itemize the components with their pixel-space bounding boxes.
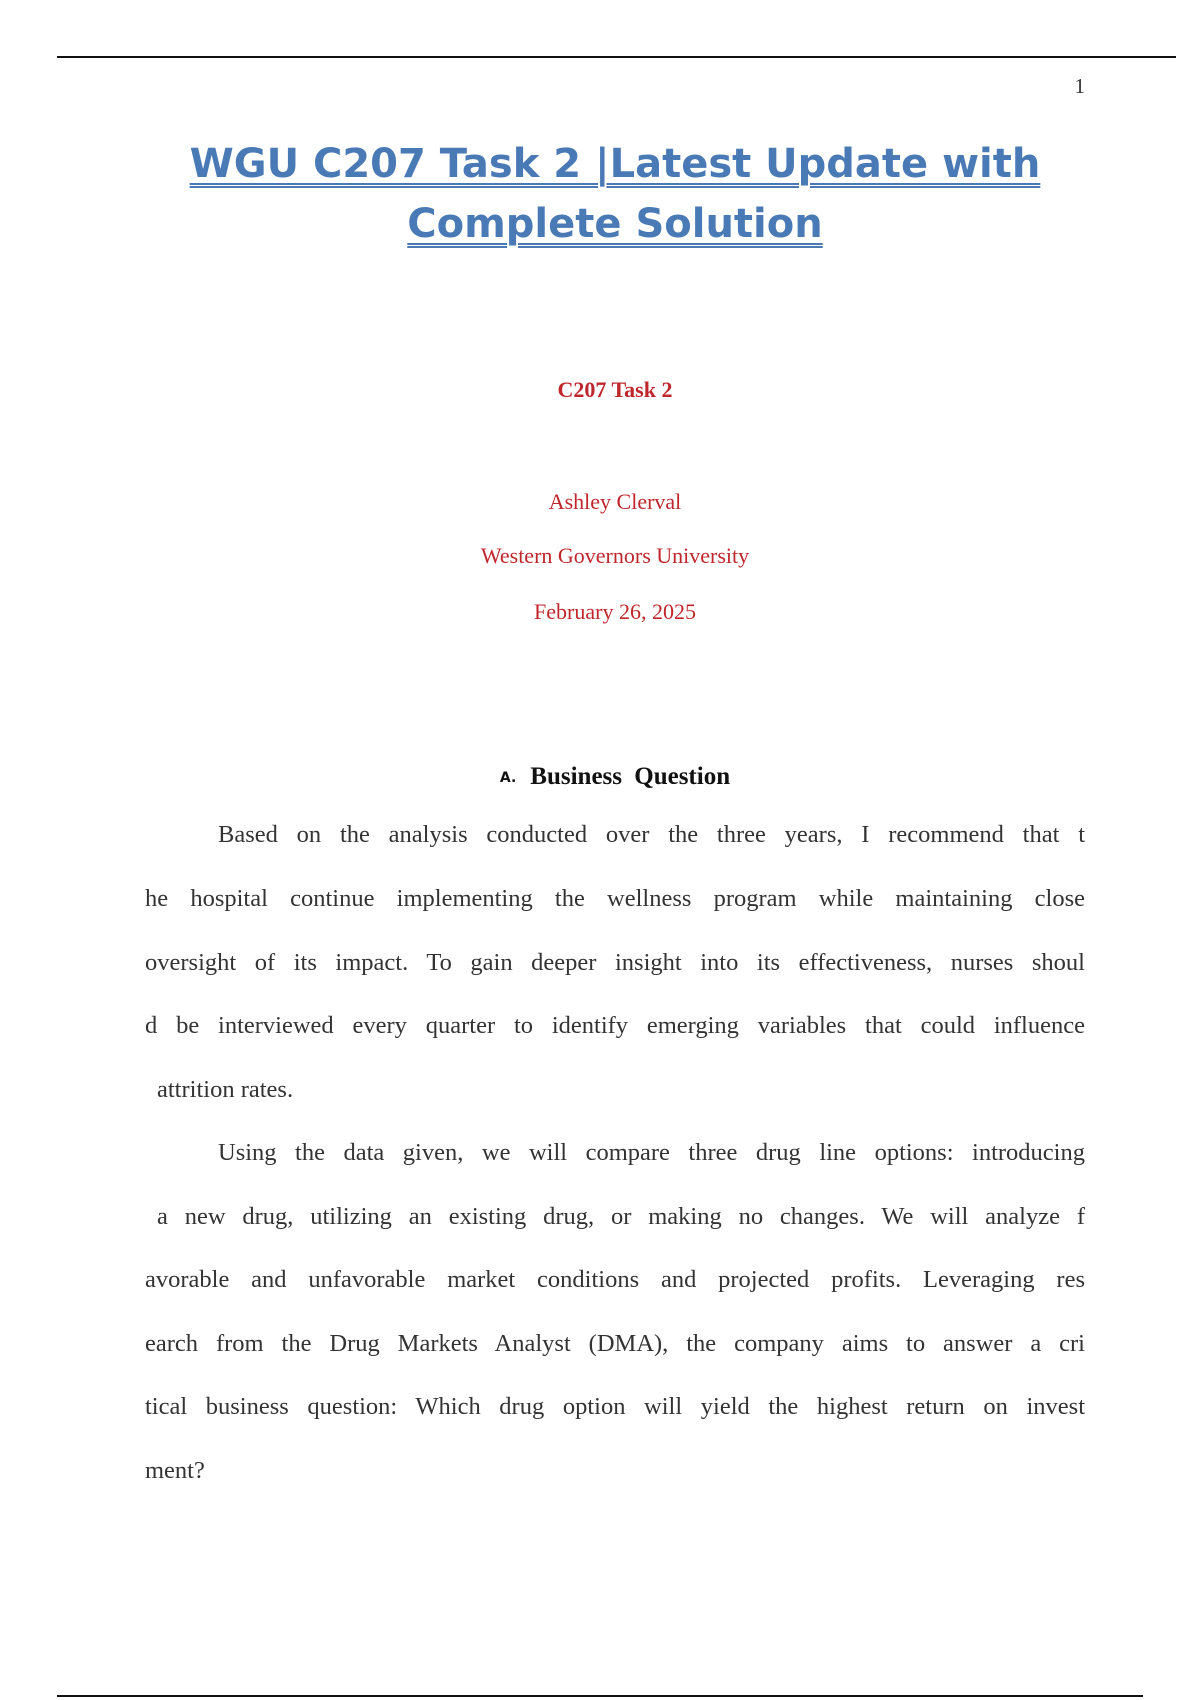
paragraph-1-line: attrition rates. bbox=[157, 1076, 294, 1103]
paragraph-2-line: ment? bbox=[145, 1457, 205, 1484]
paragraph-1-line: d be interviewed every quarter to identify emerging variables that could influence bbox=[145, 1012, 1085, 1039]
document-title-line-2: Complete Solution bbox=[407, 201, 823, 247]
cover-author: Ashley Clerval bbox=[548, 489, 682, 514]
section-heading bbox=[60, 763, 1170, 791]
cover-date: February 26, 2025 bbox=[534, 599, 696, 624]
footer-rule bbox=[57, 1695, 1143, 1697]
paragraph-1-line: he hospital continue implementing the wellness program while maintaining close bbox=[145, 885, 1085, 912]
document-title bbox=[60, 134, 1170, 254]
header-rule bbox=[57, 56, 1176, 58]
paragraph-1-line: oversight of its impact. To gain deeper insight into its effectiveness, nurses shoul bbox=[145, 949, 1085, 976]
document-title-line-1: WGU C207 Task 2 |Latest Update with bbox=[189, 141, 1041, 187]
cover-subtitle: C207 Task 2 bbox=[557, 377, 673, 402]
cover-institution: Western Governors University bbox=[480, 543, 750, 568]
paragraph-1-line: Based on the analysis conducted over the three years, I recommend that t bbox=[218, 821, 1085, 848]
paragraph-2-line: avorable and unfavorable market conditions and projected profits. Leveraging res bbox=[145, 1266, 1085, 1293]
paragraph-2-line: earch from the Drug Markets Analyst (DMA), the company aims to answer a cri bbox=[145, 1330, 1085, 1357]
section-heading-text: Business Question bbox=[530, 763, 731, 790]
section-marker: A. bbox=[499, 770, 517, 786]
paragraph-2-line: Using the data given, we will compare three drug line options: introducing bbox=[218, 1139, 1085, 1166]
paragraph-2-line: tical business question: Which drug option will yield the highest return on invest bbox=[145, 1393, 1085, 1420]
page-number: 1 bbox=[1074, 74, 1085, 98]
paragraph-2-line: a new drug, utilizing an existing drug, or making no changes. We will analyze f bbox=[157, 1203, 1085, 1230]
